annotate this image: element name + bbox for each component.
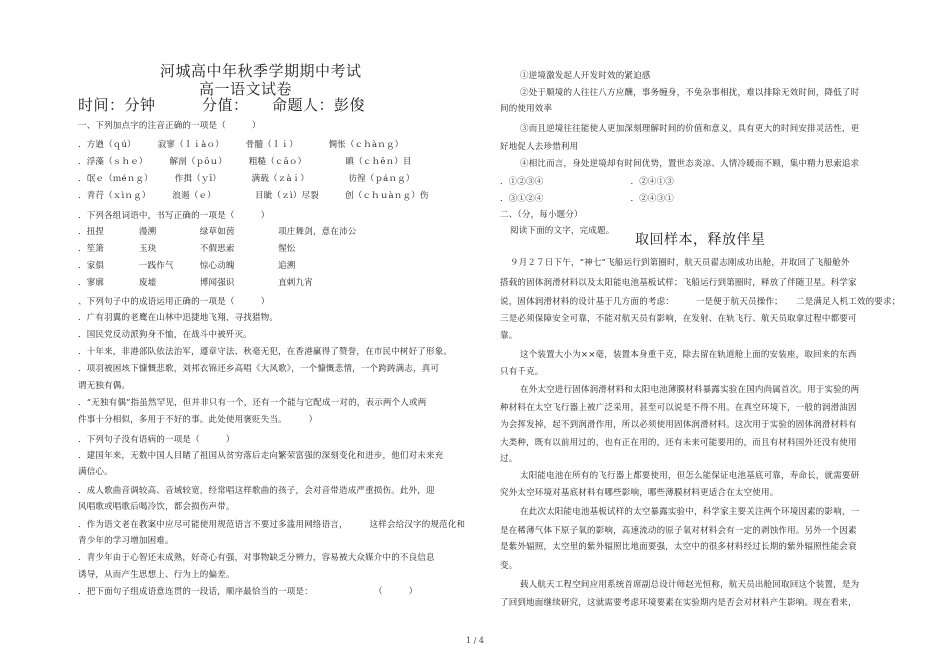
question-line: ．成人歌曲音调较高、音域较宽，经常唱这样歌曲的孩子，会对音带造成严重损伤。此外，迎 bbox=[78, 486, 435, 496]
question-line: 、下列句子中的成语运用正确的一项是（ ） bbox=[78, 297, 270, 307]
question-line: ．“无独有偶”指虽然罕见，但并非只有一个，还有一个能与它配成一对的，表示两个人或两 bbox=[78, 398, 427, 408]
article-line: 是在稀薄气体下原子氧的影响，高速流动的原子氧对材料会有一定的剥蚀作用。另外一个因素 bbox=[500, 526, 857, 536]
question-line: ．家俱 一践作气 惊心动魄 追溯 bbox=[78, 261, 296, 271]
article-line: 大类种，既有以前用过的，也有正在用的，还有未来可能要用的，而且有材料国外还没有使用 bbox=[500, 438, 857, 448]
option-line: 二、（分，每小题分） bbox=[500, 210, 583, 220]
question-line: ．浮藻（ｓｈｅ） 解剖（ｐōｕ） 粗糙（ｃāｏ） 瞋（ｃｈēｎ）目 bbox=[78, 157, 412, 167]
exam-meta: 时间：分钟 分值： 命题人：彭俊 bbox=[78, 96, 366, 114]
question-line: ．扭捏 漫溯 绿草如茵 项庄舞剑，意在沛公 bbox=[78, 227, 357, 237]
article-line: 种材料在太空飞行器上被广泛采用，甚至可以说是不得不用。在真空环境下，一般的润滑油因 bbox=[500, 403, 857, 413]
article-line: 太阳能电池在所有的飞行器上都要使用，但怎么能保证电池基底可靠，寿命长，就需要研 bbox=[520, 471, 860, 481]
article-line: 这个装置大小为××毫，装置本身重千克，除去留在轨道舱上面的安装座，取回来的东西 bbox=[520, 350, 857, 360]
page-number: 1 / 4 bbox=[466, 636, 484, 645]
question-line: ．青少年由于心智还未成熟，好奇心有强，对事物缺乏分辨力，容易被大众媒介中的不良信息 bbox=[78, 553, 435, 563]
option-line: ．①②③④ ．②④①③ bbox=[500, 177, 675, 187]
article-line: 过。 bbox=[500, 454, 518, 464]
article-line: 靠。 bbox=[500, 331, 518, 341]
article-line: 在此次太阳能电池基板试样的太空暴露实验中，科学家主要关注两个环境因素的影响，一 bbox=[520, 507, 860, 517]
exam-subtitle: 高一语文试卷 bbox=[199, 80, 293, 98]
question-line: ．作为语文老在教案中应尽可能使用规范语言不要过多滥用网络语言， 这样会给汉字的规范化和 bbox=[78, 520, 466, 530]
question-line: ．项羽被困垓下慷慨悲歌，刘邦衣锦还乡高唱《大风歌》，一个慷慨悲情，一个跨踌满志，真可 bbox=[78, 364, 440, 374]
question-line: 一、下列加点字的注音正确的一项是（ ） bbox=[78, 121, 261, 131]
question-line: 件事十分相似，多用于不好的事。此处使用褒贬失当。 ） bbox=[78, 415, 318, 425]
question-line: ．把下面句子组成语意连贯的一段话，顺序最恰当的一项是： （ ） bbox=[78, 587, 418, 597]
question-line: 风唱歌或唱歌后喝冷饮，都会损伤声带。 bbox=[78, 502, 235, 512]
option-line: ③而且逆境往往能使人更加深刻理解时间的价值和意义，具有更大的时间安排灵活性，更 bbox=[520, 124, 860, 134]
question-line: ．建国年来，无数中国人目睹了祖国从贫穷落后走向繁荣富强的深刻变化和进步，他们对未来充 bbox=[78, 451, 444, 461]
article-line: 三是必须保障安全可靠，不能对航天员有影响，在发射、在轨飞行、航天员取拿过程中都要可 bbox=[500, 314, 857, 324]
option-line: 阅读下面的文字，完成题。 bbox=[510, 226, 615, 236]
option-line: ④相比而言，身处逆境却有时间优势，置世态炎凉、人情冷暖而不顾，集中精力思索追求 bbox=[520, 159, 860, 169]
question-line: ．广有羽翼的老鹰在山林中迅捷地飞翔，寻找猎物。 bbox=[78, 313, 279, 323]
article-line: 了回到地面继续研究，这就需要考虑环境要素在实验期内是否会对材料产生影响。现在看来， bbox=[500, 598, 857, 608]
article-line: 变。 bbox=[500, 561, 518, 571]
question-line: 诱导，从而产生思想上、行为上的偏差。 bbox=[78, 570, 235, 580]
question-line: 青少年的学习增加困难。 bbox=[78, 536, 174, 546]
question-line: ．方遒（ｑú） 寂寥（ｌｉàｏ） 骨髓（ｌｉ） 惆怅（ｃｈàｎｇ） bbox=[78, 140, 404, 150]
question-line: ．国民党反动派狗身不恤，在战斗中被歼灭。 bbox=[78, 330, 253, 340]
article-line: 是紫外辐照，太空里的紫外辐照比地面要强，太空中的很多材料经过长期的紫外辐照性能会衰 bbox=[500, 542, 857, 552]
option-line: ②处于顺境的人往往八方应酬，事务缠身，不免杂事相扰，难以排除无效时间，降低了时 bbox=[520, 88, 860, 98]
option-line: ①逆境激发起人开发时效的紧迫感 bbox=[520, 71, 651, 81]
article-line: 只有千克。 bbox=[500, 367, 544, 377]
article-line: 载人航天工程空间应用系统首席副总设计师赵光恒称，航天员出舱回取回这个装置，是为 bbox=[520, 580, 860, 590]
article-line: ９月２７日下午，“神七”飞船运行到第圈时，航天员翟志刚成功出舱，并取回了飞船舱外 bbox=[510, 258, 850, 268]
option-line: 间的使用效率 bbox=[500, 104, 553, 114]
article-line: 究外太空环境对基底材料有哪些影响，哪些薄膜材料更适合在太空使用。 bbox=[500, 488, 779, 498]
article-title: 取回样本，释放伴星 bbox=[635, 232, 766, 248]
question-line: ．寥廓 废墟 博闻强识 直剌九宵 bbox=[78, 278, 313, 288]
article-line: 搭载的固体润滑材料以及太阳能电池基板试样；飞船运行到第圈时，释放了伴随卫星。科学家 bbox=[500, 278, 857, 288]
question-line: ．青荇（ｘìｎｇ） 浪遏（ｅ） 目眦（ｚì）尽裂 创（ｃｈｕàｎｇ）伤 bbox=[78, 191, 429, 201]
exam-title: 河城高中年秋季学期期中考试 bbox=[160, 62, 362, 80]
article-line: 说，固体润滑材料的设计基于几方面的考虑： 一是便于航天员操作； 二是满足人机工效的要求； bbox=[500, 297, 901, 307]
question-line: ．下列句子没有语病的一项是（ ） bbox=[78, 435, 235, 445]
question-line: ．氓ｅ（ｍéｎｇ） 作揖（ｙī） 满载（ｚàｉ） 彷徨（ｐáｎｇ） bbox=[78, 174, 415, 184]
question-line: 满信心。 bbox=[78, 467, 113, 477]
question-line: ．十年来，非港部队依法治军，遵章守法、秋毫无犯，在香港赢得了赞誉，在市民中树好了形象。 bbox=[78, 347, 453, 357]
article-line: 在外太空进行固体润滑材料和太阳电池薄膜材料暴露实验在国内尚属首次。用于实验的两 bbox=[520, 385, 860, 395]
question-line: 谓无独有偶。 bbox=[78, 381, 131, 391]
option-line: 好地促人去珍惜利用 bbox=[500, 142, 579, 152]
question-line: ．下列各组词语中，书写正确的一项是（ ） bbox=[78, 211, 270, 221]
option-line: ．③①②④ ．②④③① bbox=[500, 194, 675, 204]
question-line: ．笙箫 玉玦 不假思索 惺忪 bbox=[78, 244, 296, 254]
article-line: 为会挥发掉，起不到润滑作用，所以必须使用固体润滑材料。这次用于实验的固体润滑材料有 bbox=[500, 420, 857, 430]
